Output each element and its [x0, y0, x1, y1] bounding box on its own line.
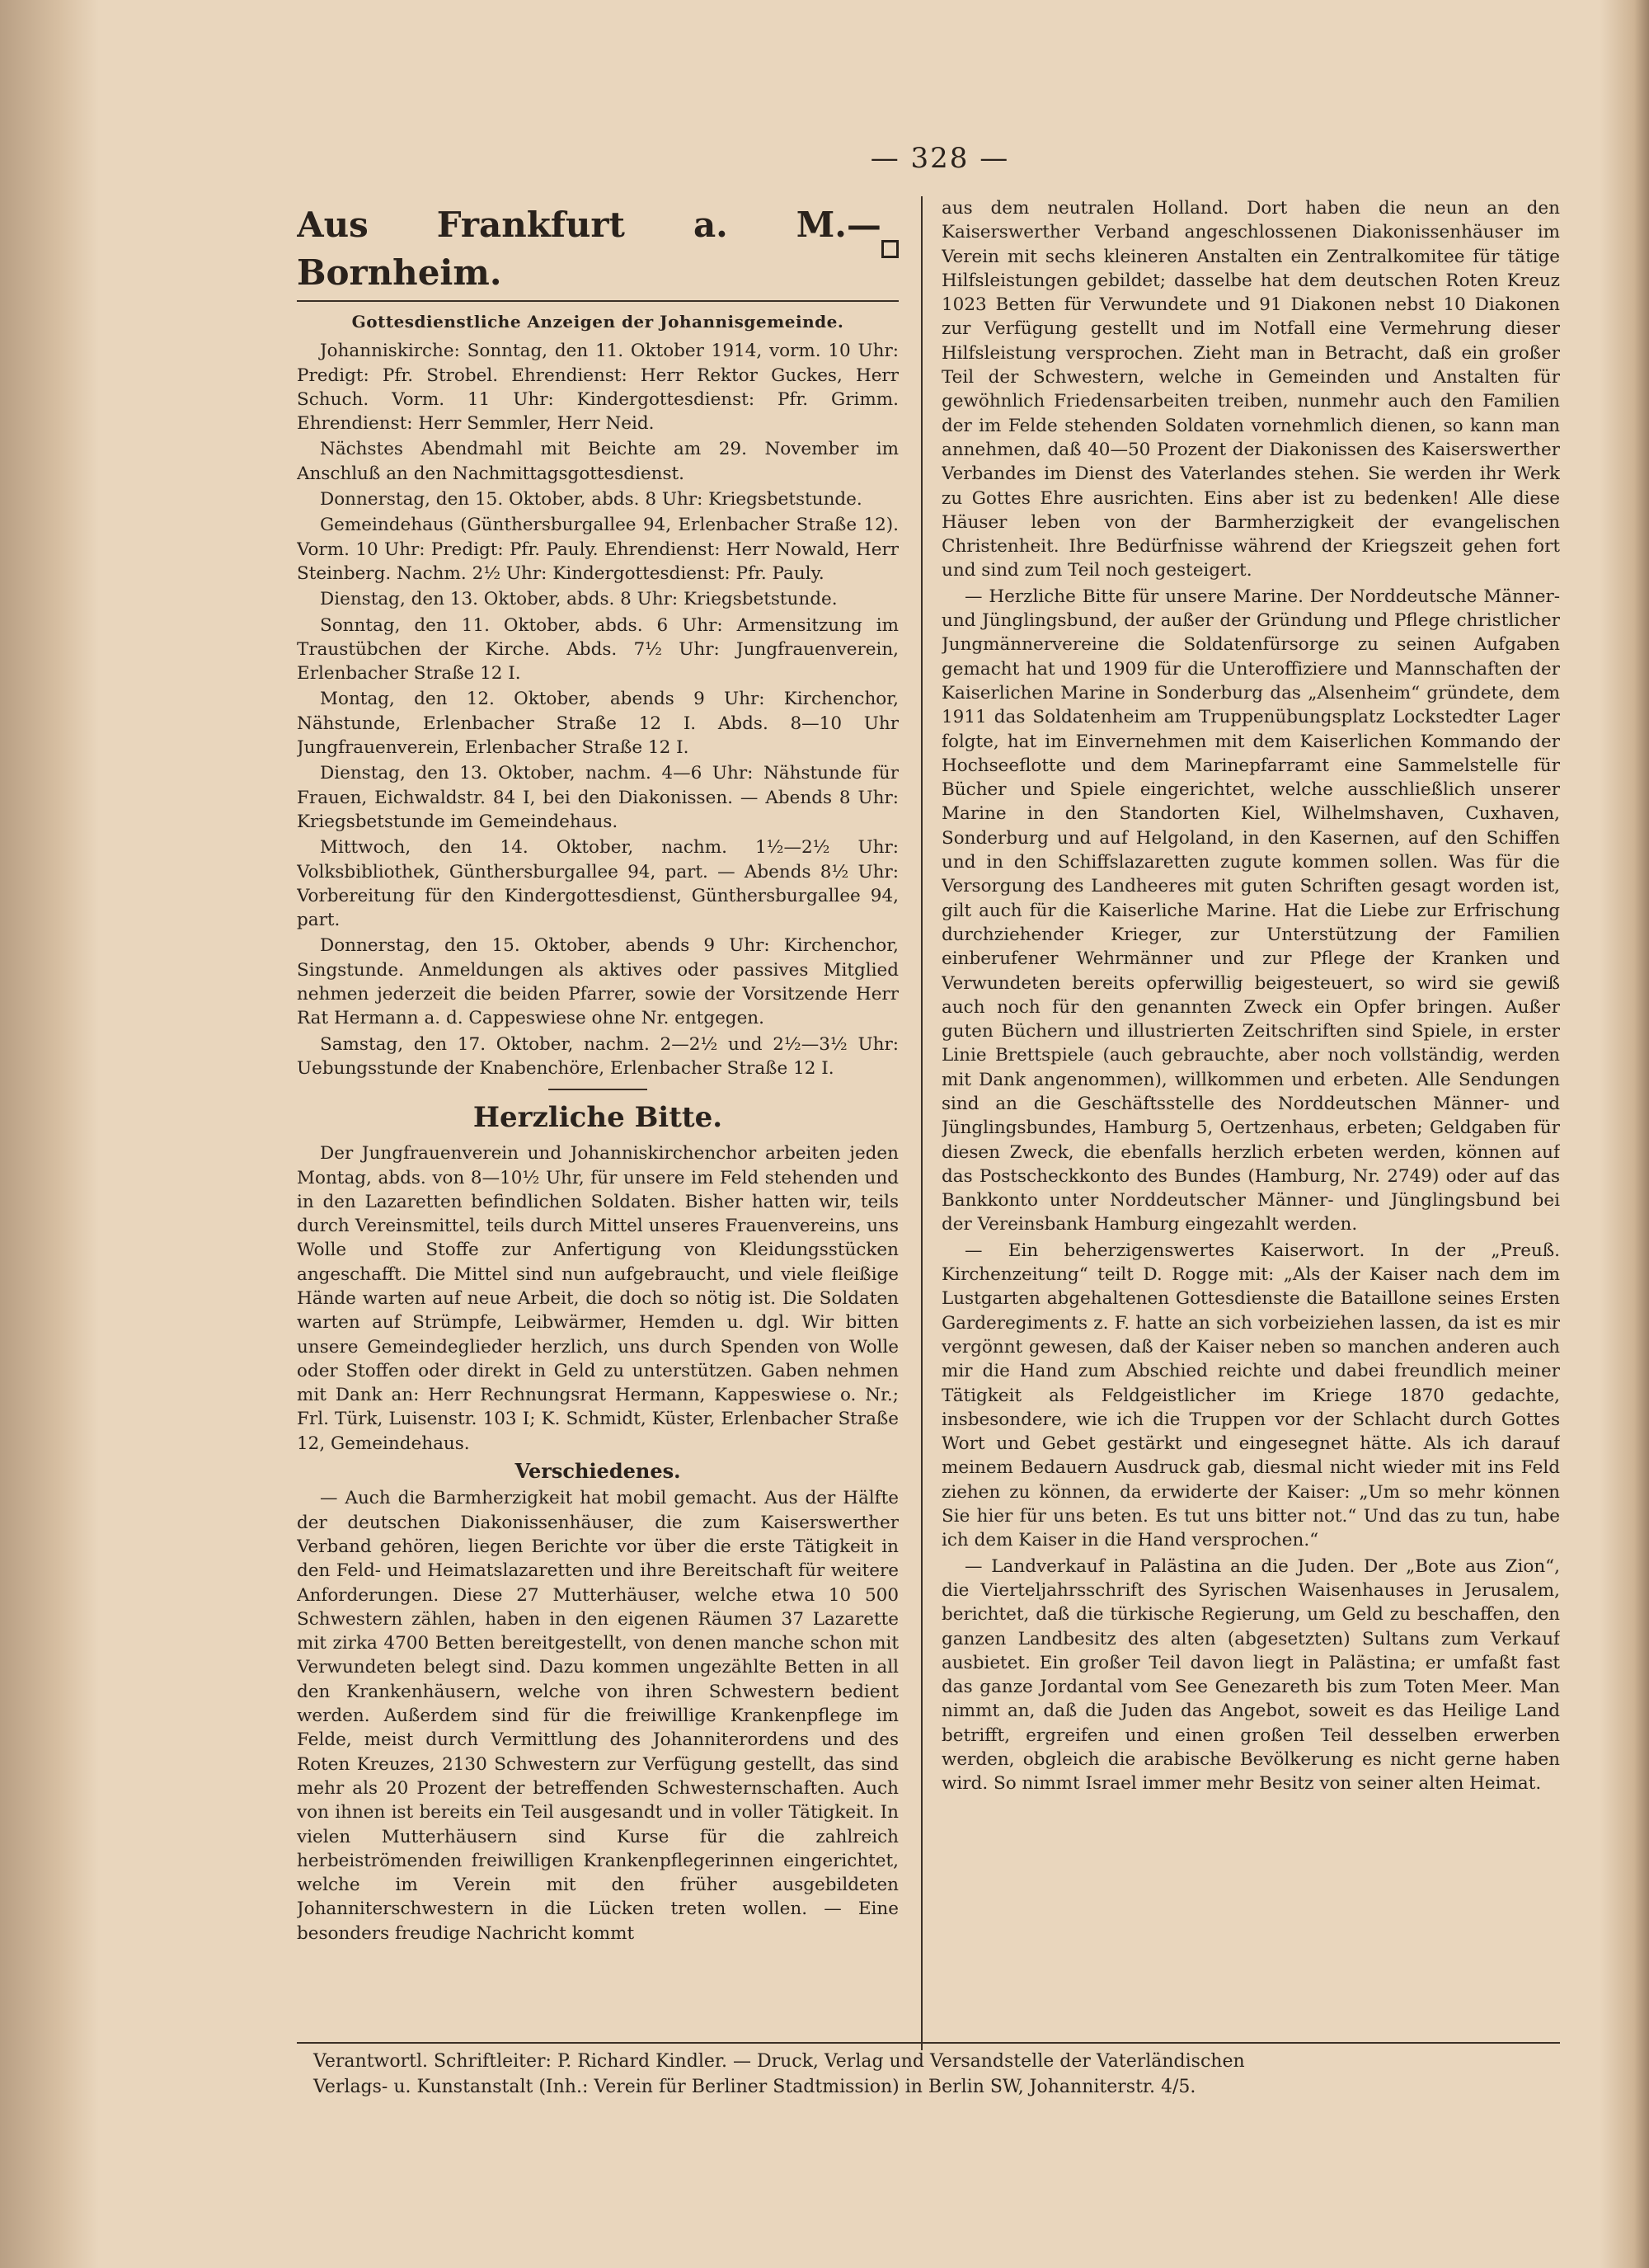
verschiedenes-text: — Auch die Barmherzigkeit hat mobil gemacht. Aus der Hälfte der deutschen Diakonissenhäuser, die zum Kaiserswerther Verband gehören, liegen Berichte vor über die erste Tätigkeit in den Feld- und Heimatslazaretten und ihre Bereitschaft für weitere Anforderungen. Diese 27 Mutterhäuser, welche etwa 10 500 Schwestern zählen, haben in den eigenen Räumen 37 Lazarette mit zirka 4700 Betten bereitgestellt, von denen manche schon mit Verwundeten belegt sind. Dazu kommen ungezählte Betten in all den Krankenhäusern, welche von ihren Schwestern bedient werden. Außerdem sind für die freiwillige Krankenpflege im Felde, meist durch Vermittlung des Johanniterordens und des Roten Kreuzes, 2130 Schwestern zur Verfügung gestellt, das sind mehr als 20 Prozent der betreffenden Schwesternschaften. Auch von ihnen ist bereits ein Teil ausgesandt und in voller Tätigkeit. In vielen Mutterhäusern sind Kurse für die zahlreich herbeiströmenden freiwilligen Krankenpflegerinnen eingerichtet, welche im Verein mit den früher ausgebildeten Johanniterschwestern in die Lücken treten wollen. — Eine besonders freudige Nachricht kommt	[297, 1488, 899, 1944]
headline	[297, 201, 899, 302]
service-paragraph: Johanniskirche: Sonntag, den 11. Oktober 1914, vorm. 10 Uhr: Predigt: Pfr. Strobel. Ehrendienst: Herr Rektor Guckes, Herr Schuch. Vorm. 11 Uhr: Kindergottesdienst: Pfr. Grimm. Ehrendienst: Herr Semmler, Herr Neid.	[297, 341, 899, 435]
service-paragraph: Gemeindehaus (Günthersburgallee 94, Erlenbacher Straße 12). Vorm. 10 Uhr: Predigt: Pfr. Pauly. Ehrendienst: Herr Nowald, Herr Steinberg. Nachm. 2½ Uhr: Kindergottesdienst: Pfr. Pauly.	[297, 515, 899, 584]
service-paragraph: Nächstes Abendmahl mit Beichte am 29. November im Anschluß an den Nachmittagsgottesdienst.	[297, 439, 899, 484]
article-paragraph: — Landverkauf in Palästina an die Juden. Der „Bote aus Zion“, die Vierteljahrsschrift des Syrischen Waisenhauses in Jerusalem, berichtet, daß die türkische Regierung, um Geld zu beschaffen, den ganzen Landbesitz des alten (abgesetzten) Sultans zum Verkauf ausbietet. Ein großer Teil davon liegt in Palästina; er umfaßt fast das ganze Jordantal vom See Genezareth bis zum Toten Meer. Man nimmt an, daß die Juden das Angebot, soweit es das Heilige Land betrifft, ergreifen und einen großen Teil desselben erwerben werden, obgleich die arabische Bevölkerung es nicht gerne haben wird. So nimmt Israel immer mehr Besitz von seiner alten Heimat.	[942, 1555, 1560, 1795]
service-paragraph: Samstag, den 17. Oktober, nachm. 2—2½ und 2½—3½ Uhr: Uebungsstunde der Knabenchöre, Erlenbacher Straße 12 I.	[297, 1033, 899, 1079]
article-paragraph: — Ein beherzigenswertes Kaiserwort. In der „Preuß. Kirchenzeitung“ teilt D. Rogge mit: „Als der Kaiser nach dem im Lustgarten abgehaltenen Gottesdienste die Bataillone seines Ersten Garderegiments z. F. hatte an sich vorbeiziehen lassen, da ist es mir vergönnt gewesen, daß der Kaiser neben so manchen anderen auch mir die Hand zum Abschied reichte und dabei freundlich meiner Tätigkeit als Feldgeistlicher im Kriege 1870 gedachte, insbesondere, wie ich die Truppen vor der Schlacht durch Gottes Wort und Gebet gestärkt und eingesegnet hätte. Als ich darauf meinem Bedauern Ausdruck gab, diesmal nicht wieder mit ins Feld ziehen zu können, da erwiderte der Kaiser: „Um so mehr können Sie hier für uns beten. Es tut uns bitter not.“ Und das zu tun, habe ich dem Kaiser in die Hand versprochen.“	[942, 1240, 1560, 1551]
page-number: — 328 —	[870, 142, 1010, 175]
imprint-line: Verantwortl. Schriftleiter: P. Richard Kindler. — Druck, Verlag und Versandstelle der Vaterländischen	[313, 2051, 1245, 2072]
imprint-line: Verlags- u. Kunstanstalt (Inh.: Verein für Berliner Stadtmission) in Berlin SW, Johanniterstr. 4/5.	[313, 2077, 1196, 2097]
service-paragraph: Dienstag, den 13. Oktober, abds. 8 Uhr: Kriegsbetstunde.	[320, 589, 838, 610]
service-paragraph: Sonntag, den 11. Oktober, abds. 6 Uhr: Armensitzung im Traustübchen der Kirche. Abds. 7½ Uhr: Jungfrauenverein, Erlenbacher Straße 12 I.	[297, 614, 899, 685]
service-paragraph: Dienstag, den 13. Oktober, nachm. 4—6 Uhr: Nähstunde für Frauen, Eichwaldstr. 84 I, bei den Diakonissen. — Abends 8 Uhr: Kriegsbetstunde im Gemeindehaus.	[297, 763, 899, 832]
imprint-footer	[313, 2049, 1567, 2100]
service-paragraph: Mittwoch, den 14. Oktober, nachm. 1½—2½ Uhr: Volksbibliothek, Günthersburgallee 94, part. — Abends 8½ Uhr: Vorbereitung für den Kindergottesdienst, Günthersburgallee 94, part.	[297, 837, 899, 931]
bitte-text: Der Jungfrauenverein und Johanniskirchenchor arbeiten jeden Montag, abds. von 8—10½ Uhr, für unsere im Feld stehenden und in den Lazaretten befindlichen Soldaten. Bisher hatten wir, teils durch Vereinsmittel, teils durch Mittel unseres Frauenvereins, uns Wolle und Stoffe zur Anfertigung von Kleidungsstücken angeschafft. Die Mittel sind nun aufgebraucht, und viele fleißige Hände warten auf neue Arbeit, die doch so nötig ist. Die Soldaten warten auf Strümpfe, Leibwärmer, Hemden u. dgl. Wir bitten unsere Gemeindeglieder herzlich, uns durch Spenden von Wolle oder Stoffen oder direkt in Geld zu unterstützen. Gaben nehmen mit Dank an: Herr Rechnungsrat Hermann, Kappeswiese o. Nr.; Frl. Türk, Luisenstr. 103 I; K. Schmidt, Küster, Erlenbacher Straße 12, Gemeindehaus.	[297, 1143, 899, 1454]
square-ornament-icon	[881, 240, 899, 258]
service-notices-subhead: Gottesdienstliche Anzeigen der Johannisgemeinde.	[351, 312, 844, 332]
article-paragraph: — Herzliche Bitte für unsere Marine. Der Norddeutsche Männer- und Jünglingsbund, der außer der Gründung und Pflege christlicher Jungmännervereine die Soldatenfürsorge zu seinen Aufgaben gemacht hat und 1909 für die Unteroffiziere und Mannschaften der Kaiserlichen Marine in Sonderburg das „Alsenheim“ gründete, dem 1911 das Soldatenheim am Truppenübungsplatz Lockstedter Lager folgte, hat im Einvernehmen mit dem Kaiserlichen Kommando der Hochseeflotte und dem Marinepfarramt eine Sammelstelle für Bücher und Spiele eingerichtet, welche ausschließlich unserer Marine in den Standorten Kiel, Wilhelmshaven, Cuxhaven, Sonderburg und auf Helgoland, in den Kasernen, auf den Schiffen und in den Schiffslazaretten zugute kommen sollen. Was für die Versorgung des Landheeres mit guten Schriften gesagt worden ist, gilt auch für die Kaiserliche Marine. Hat die Liebe zur Erfrischung durchziehender Krieger, zur Unterstützung der Familien einberufener Wehrmänner und zur Pflege der Kranken und Verwundeten bereits opferwillig beigesteuert, so wird sie gewiß auch noch für den genannten Zweck ein Opfer bringen. Außer guten Büchern und illustrierten Zeitschriften sind Spiele, in erster Linie Brettspiele (auch gebrauchte, aber noch vollständig, werden mit Dank angenommen), willkommen und erbeten. Alle Sendungen sind an die Geschäftsstelle des Norddeutschen Männer- und Jünglingsbundes, Hamburg 5, Oertzenhaus, erbeten; Geldgaben für diesen Zweck, die ebenfalls herzlich erbeten werden, können auf das Postscheckkonto des Bundes (Hamburg, Nr. 2749) oder auf das Bankkonto unter Norddeutscher Männer- und Jünglingsbund bei der Vereinsbank Hamburg eingezahlt werden.	[942, 586, 1560, 1235]
section-divider	[548, 1089, 647, 1090]
footer-rule	[297, 2042, 1560, 2044]
column-divider	[921, 196, 923, 2050]
bitte-title: Herzliche Bitte.	[472, 1101, 723, 1135]
service-paragraph: Donnerstag, den 15. Oktober, abends 9 Uhr: Kirchenchor, Singstunde. Anmeldungen als aktives oder passives Mitglied nehmen jederzeit die beiden Pfarrer, sowie der Vorsitzende Herr Rat Hermann a. d. Cappeswiese ohne Nr. entgegen.	[297, 935, 899, 1029]
service-paragraph: Montag, den 12. Oktober, abends 9 Uhr: Kirchenchor, Nähstunde, Erlenbacher Straße 12 I. Abds. 8—10 Uhr Jungfrauenverein, Erlenbacher Straße 12 I.	[297, 689, 899, 759]
service-paragraph: Donnerstag, den 15. Oktober, abds. 8 Uhr: Kriegsbetstunde.	[320, 489, 862, 511]
book-edge-left	[0, 0, 99, 2268]
right-column	[942, 196, 1560, 2045]
headline-text: Aus Frankfurt a. M.—Bornheim.	[297, 205, 881, 293]
verschiedenes-title: Verschiedenes.	[514, 1459, 681, 1484]
article-paragraph: aus dem neutralen Holland. Dort haben die neun an den Kaiserswerther Verband angeschlossenen Diakonissenhäuser im Verein mit sechs kleineren Anstalten ein Zentralkomitee für tätige Hilfsleistungen gebildet; dasselbe hat dem deutschen Roten Kreuz 1023 Betten für Verwundete und 91 Diakonen nebst 10 Diakonen zur Verfügung gestellt und im Notfall eine Vermehrung dieser Hilfsleistung versprochen. Zieht man in Betracht, daß ein großer Teil der Schwestern, welche in Gemeinden und Anstalten für gewöhnlich Friedensarbeiten treiben, nunmehr auch den Familien der im Felde stehenden Soldaten vornehmlich dienen, so kann man annehmen, daß 40—50 Prozent der Diakonissen des Kaiserswerther Verbandes im Dienst des Vaterlandes stehen. Sie werden ihr Werk zu Gottes Ehre ausrichten. Eins aber ist zu bedenken! Alle diese Häuser leben von der Barmherzigkeit der evangelischen Christenheit. Ihre Bedürfnisse während der Kriegszeit gehen fort und sind zum Teil noch gesteigert.	[942, 198, 1560, 581]
left-column	[297, 196, 899, 2045]
book-edge-right	[1600, 0, 1649, 2268]
